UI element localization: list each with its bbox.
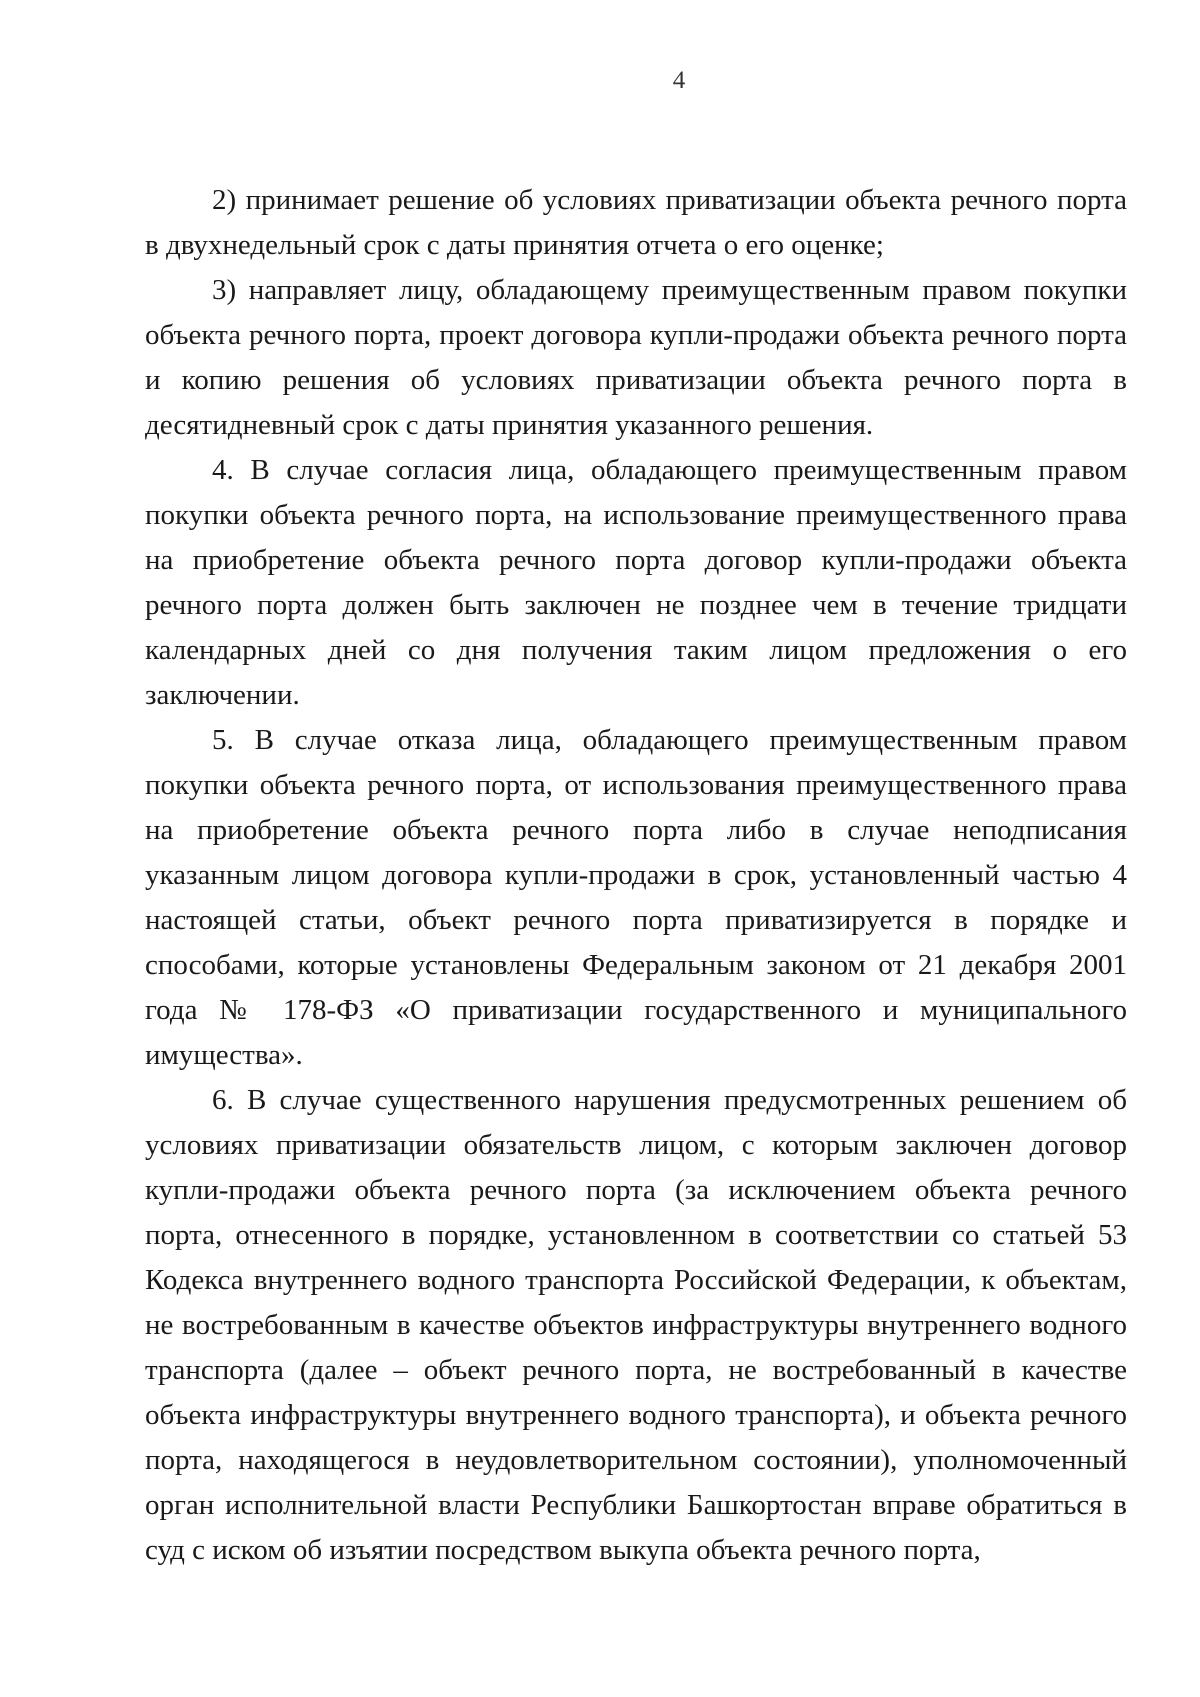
paragraph-part-4: 4. В случае согласия лица, обладающего преимущественным правом покупки объекта речного порта, на использование преимущественного права на приобретение объекта речного порта договор купли-продажи объекта речного порта должен быть заключен не позднее чем в течение тридцати календарных дней со дня получения таким лицом предложения о его заключении. bbox=[145, 454, 1127, 711]
paragraph-part-5: 5. В случае отказа лица, обладающего преимущественным правом покупки объекта речного порта, от использования преимущественного права на приобретение объекта речного порта либо в случае неподписания указанным лицом договора купли-продажи в срок, установленный частью 4 настоящей статьи, объект речного порта приватизируется в порядке и способами, которые установлены Федеральным законом от 21 декабря 2001 года № 178-ФЗ «О приватизации государственного и муниципального имущества». bbox=[145, 724, 1127, 1071]
paragraph-part-6: 6. В случае существенного нарушения предусмотренных решением об условиях приватизации обязательств лицом, с которым заключен договор купли-продажи объекта речного порта (за исключением объекта речного порта, отнесенного в порядке, установленном в соответствии со статьей 53 Кодекса внутреннего водного транспорта Российской Федерации, к объектам, не востребованным в качестве объектов инфраструктуры внутреннего водного транспорта (далее – объект речного порта, не востребованный в качестве объекта инфраструктуры внутреннего водного транспорта), и объекта речного порта, находящегося в неудовлетворительном состоянии), уполномоченный орган исполнительной власти Республики Башкортостан вправе обратиться в суд с иском об изъятии посредством выкупа объекта речного порта, bbox=[145, 1084, 1127, 1566]
paragraph-item-3: 3) направляет лицу, обладающему преимущественным правом покупки объекта речного порта, проект договора купли-продажи объекта речного порта и копию решения об условиях приватизации объекта речного порта в десятидневный срок с даты принятия указанного решения. bbox=[145, 274, 1127, 441]
paragraph-item-2: 2) принимает решение об условиях приватизации объекта речного порта в двухнедельный срок с даты принятия отчета о его оценке; bbox=[145, 184, 1127, 261]
document-body bbox=[145, 178, 1127, 1573]
page-number: 4 bbox=[672, 67, 686, 94]
